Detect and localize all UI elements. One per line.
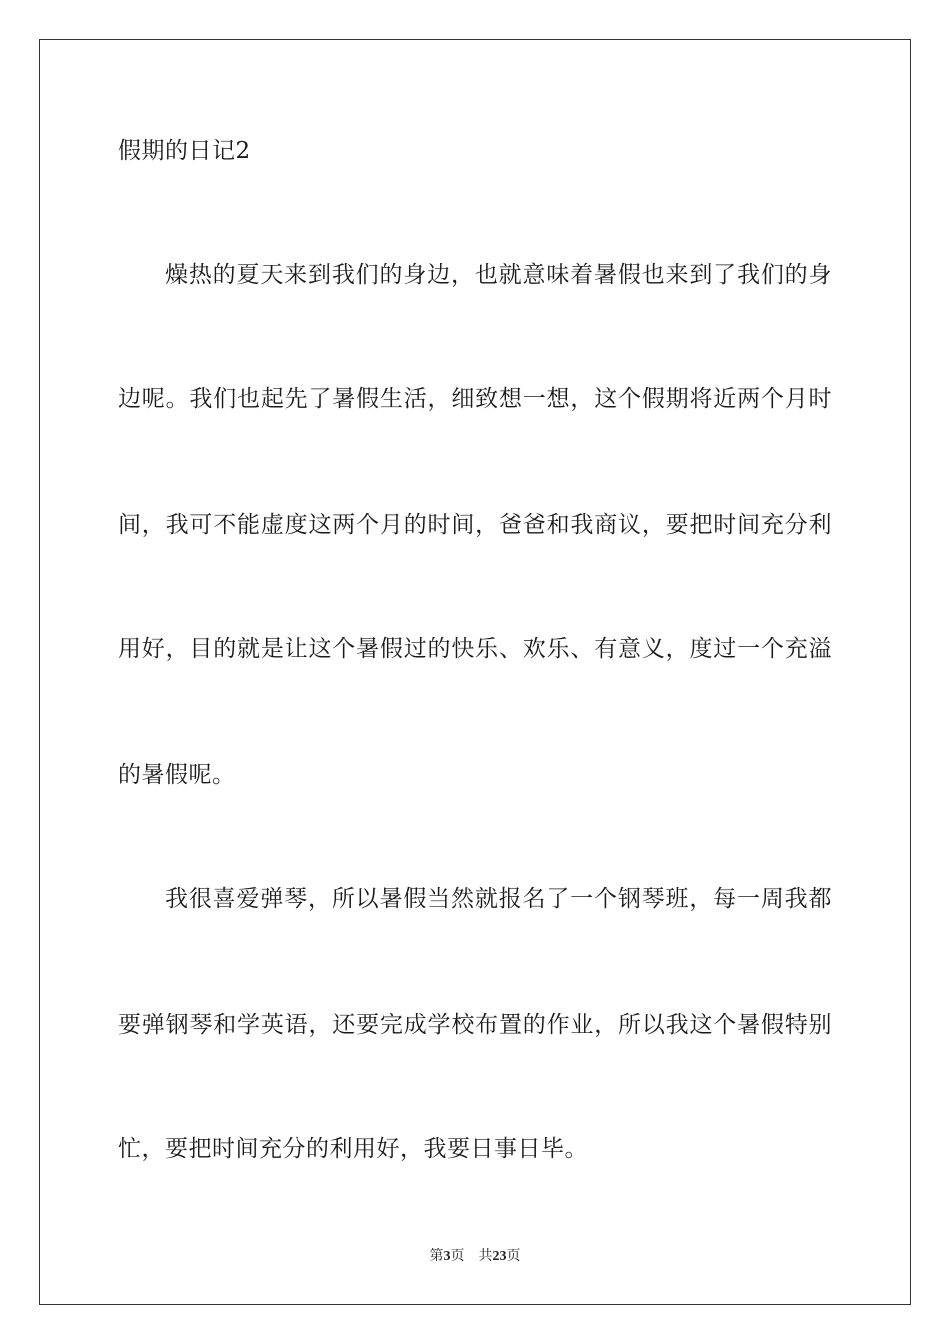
paragraph-1-line-3: 间，我可不能虚度这两个月的时间，爸爸和我商议，要把时间充分利 [118, 512, 832, 538]
paragraph-2-line-1: 我很喜爱弹琴，所以暑假当然就报名了一个钢琴班，每一周我都 [165, 886, 832, 912]
paragraph-1-line-4: 用好，目的就是让这个暑假过的快乐、欢乐、有意义，度过一个充溢 [118, 636, 832, 662]
footer-total-suffix: 页 [506, 1249, 521, 1264]
page-footer [0, 1248, 950, 1266]
document-title: 假期的日记2 [118, 138, 251, 164]
paragraph-1-line-1: 燥热的夏天来到我们的身边，也就意味着暑假也来到了我们的身 [165, 262, 832, 288]
footer-page-prefix: 第 [429, 1249, 444, 1264]
footer-page-current: 3 [443, 1249, 451, 1264]
paragraph-1-line-5: 的暑假呢。 [118, 762, 236, 788]
footer-total-prefix: 共 [478, 1249, 493, 1264]
paragraph-1-line-2: 边呢。我们也起先了暑假生活，细致想一想，这个假期将近两个月时 [118, 386, 832, 412]
paragraph-2-line-3: 忙，要把时间充分的利用好，我要日事日毕。 [118, 1136, 588, 1162]
footer-page-suffix: 页 [450, 1249, 465, 1264]
paragraph-2-line-2: 要弹钢琴和学英语，还要完成学校布置的作业，所以我这个暑假特别 [118, 1012, 832, 1038]
page-border [39, 39, 911, 1305]
footer-page-total: 23 [492, 1249, 507, 1264]
